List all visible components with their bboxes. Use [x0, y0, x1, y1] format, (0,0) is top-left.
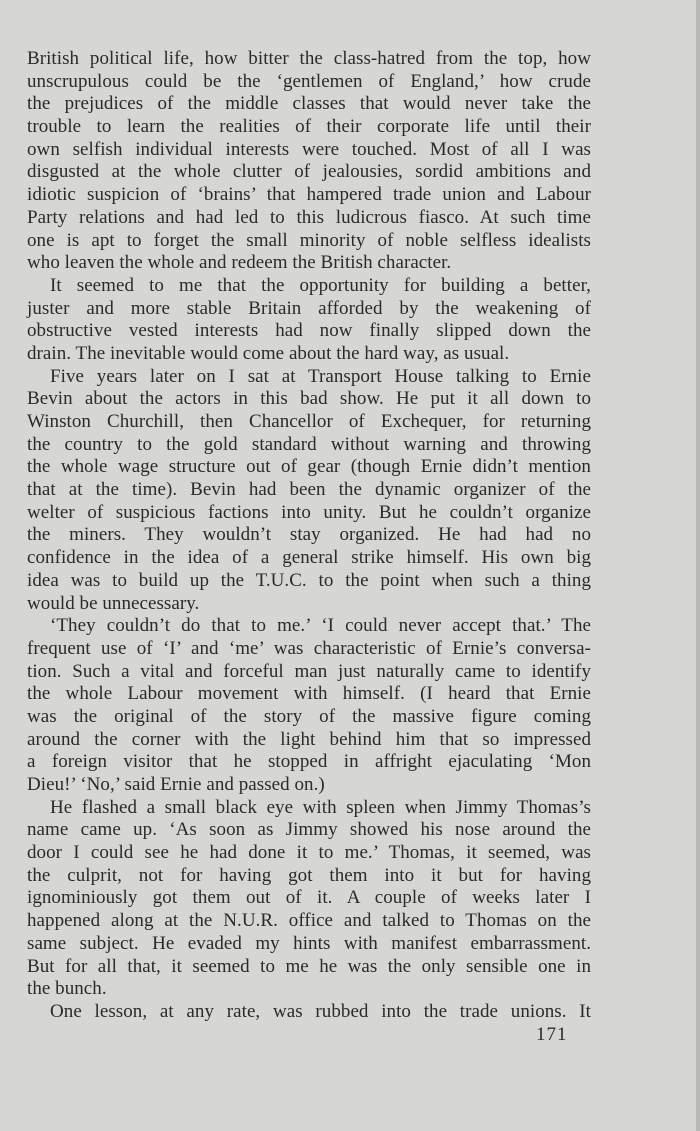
text-line: ignominiously got them out of it. A couple of weeks later I	[27, 887, 591, 909]
text-line: drain. The inevitable would come about the hard way, as usual.	[27, 342, 510, 364]
text-line: happened along at the N.U.R. office and talked to Thomas on the	[27, 910, 591, 932]
page-edge-shadow	[696, 0, 700, 1131]
text-line: one is apt to forget the small minority of noble selfless idealists	[27, 229, 591, 251]
text-line: Bevin about the actors in this bad show. He put it all down to	[27, 388, 591, 410]
text-line: welter of suspicious factions into unity. But he couldn’t organize	[27, 501, 591, 523]
text-line: disgusted at the whole clutter of jealousies, sordid ambitions and	[27, 161, 591, 183]
text-line: own selfish individual interests were touched. Most of all I was	[27, 138, 591, 160]
text-line: the country to the gold standard without warning and throwing	[27, 433, 591, 455]
text-line: door I could see he had done it to me.’ Thomas, it seemed, was	[27, 842, 591, 864]
text-line: that at the time). Bevin had been the dynamic organizer of the	[27, 479, 591, 501]
text-line: the prejudices of the middle classes that would never take the	[27, 93, 591, 115]
text-line: British political life, how bitter the class-hatred from the top, how	[27, 48, 591, 69]
text-line: Party relations and had led to this ludicrous fiasco. At such time	[27, 206, 591, 228]
text-line: the miners. They wouldn’t stay organized. He had had no	[27, 524, 591, 546]
text-line: confidence in the idea of a general strike himself. His own big	[27, 547, 591, 569]
text-line: a foreign visitor that he stopped in affright ejaculating ‘Mon	[27, 751, 591, 773]
text-line: Five years later on I sat at Transport House talking to Ernie	[50, 365, 591, 387]
page-number: 171	[536, 1024, 568, 1045]
text-line: the whole wage structure out of gear (though Ernie didn’t mention	[27, 456, 591, 478]
text-line: obstructive vested interests had now finally slipped down the	[27, 320, 591, 342]
text-line: the whole Labour movement with himself. (I heard that Ernie	[27, 683, 591, 705]
text-line: frequent use of ‘I’ and ‘me’ was characteristic of Ernie’s conversa-	[27, 637, 591, 659]
text-line: It seemed to me that the opportunity for building a better,	[50, 274, 591, 296]
text-line: would be unnecessary.	[27, 592, 200, 614]
text-line: name came up. ‘As soon as Jimmy showed his nose around the	[27, 819, 591, 841]
text-line: ‘They couldn’t do that to me.’ ‘I could never accept that.’ The	[50, 615, 591, 637]
text-line: One lesson, at any rate, was rubbed into the trade unions. It	[50, 1000, 591, 1022]
text-line: tion. Such a vital and forceful man just naturally came to identify	[27, 660, 591, 682]
text-line: was the original of the story of the massive figure coming	[27, 705, 591, 727]
text-line: who leaven the whole and redeem the British character.	[27, 252, 452, 274]
text-line: Dieu!’ ‘No,’ said Ernie and passed on.)	[27, 774, 325, 795]
text-line: trouble to learn the realities of their corporate life until their	[27, 116, 591, 138]
text-line: juster and more stable Britain afforded by the weakening of	[27, 297, 591, 319]
text-line: Winston Churchill, then Chancellor of Exchequer, for returning	[27, 411, 591, 432]
text-line: idiotic suspicion of ‘brains’ that hampered trade union and Labour	[27, 184, 591, 206]
text-line: the bunch.	[27, 978, 107, 1000]
body-text	[27, 48, 591, 1024]
text-line: the culprit, not for having got them into it but for having	[27, 864, 591, 886]
text-line: He flashed a small black eye with spleen when Jimmy Thomas’s	[50, 796, 591, 818]
text-line: idea was to build up the T.U.C. to the point when such a thing	[27, 569, 591, 591]
text-line: unscrupulous could be the ‘gentlemen of England,’ how crude	[27, 70, 591, 92]
text-line: around the corner with the light behind him that so impressed	[27, 728, 591, 750]
text-line: same subject. He evaded my hints with manifest embarrassment.	[27, 932, 591, 954]
text-line: But for all that, it seemed to me he was the only sensible one in	[27, 955, 591, 977]
